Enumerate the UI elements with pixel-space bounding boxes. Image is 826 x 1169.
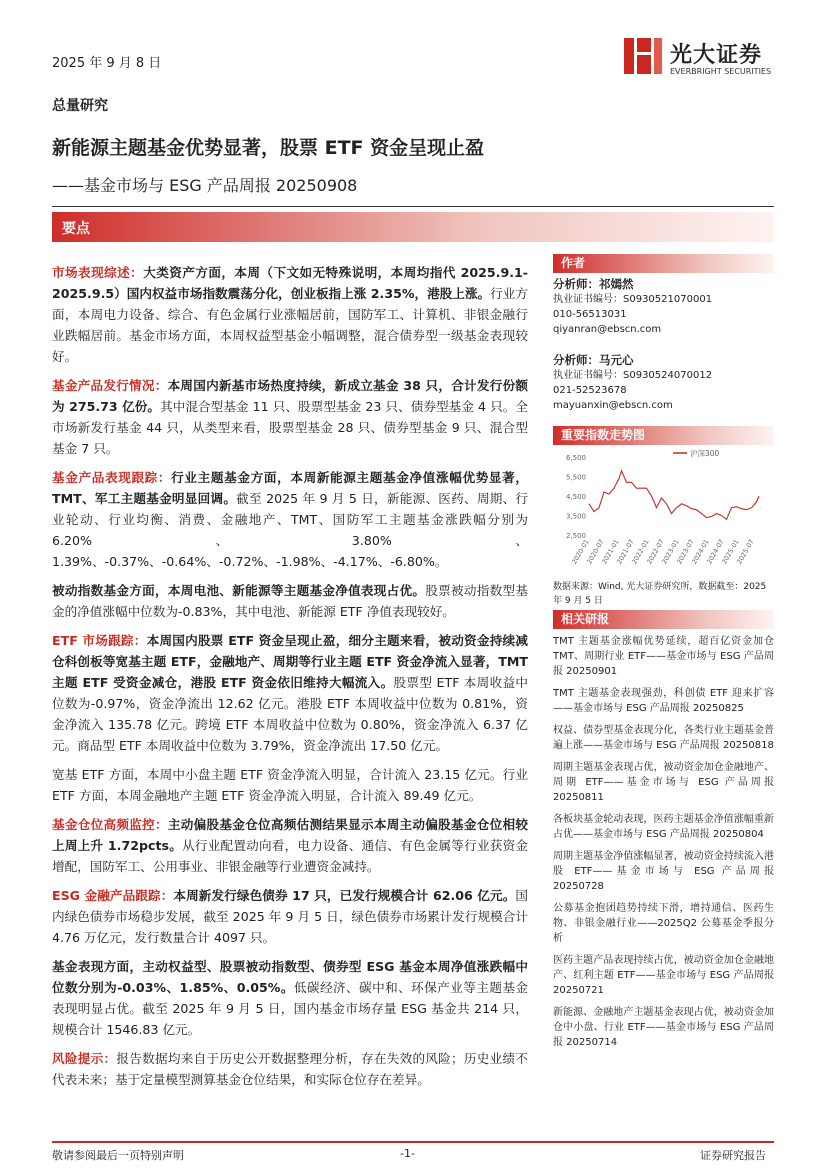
index-trend-chart: [553, 445, 774, 580]
related-report-link[interactable]: 新能源、金融地产主题基金表现占优，被动资金加仓中小盘、行业 ETF——基金市场与 ESG 产品周报 20250714: [553, 1007, 774, 1048]
x-tick-label: 2025-01: [720, 538, 741, 566]
author-email[interactable]: qiyanran@ebscn.com: [553, 324, 662, 335]
paragraph-tag: 基金仓位高频监控：: [52, 817, 168, 832]
x-tick-label: 2023-01: [660, 538, 681, 566]
paragraph-text: 股票被动指数型基金的净值涨幅中位数为-0.83%，其中电池、新能源 ETF 净值表现较好。: [52, 583, 529, 619]
paragraph-tag: ETF 市场跟踪：: [52, 633, 147, 648]
paragraph-highlight: 本周国内新基市场热度持续，新成立基金 38 只，合计发行份额为 275.73 亿份。: [52, 378, 529, 414]
paragraph-tag: 基金产品表现跟踪：: [52, 470, 172, 485]
paragraph-text: 行业方面，本周电力设备、综合、有色金属行业涨幅居前，国防军工、计算机、非银金融行业跌幅居前。基金市场方面，本周权益型基金小幅调整，混合债券型一级基金表现较好。: [52, 286, 528, 364]
x-tick-label: 2022-07: [645, 538, 666, 566]
related-list: [553, 634, 774, 1050]
related-report-link[interactable]: TMT 主题基金涨幅优势延续，超百亿资金加仓 TMT、周期行业 ETF——基金市场与 ESG 产品周报 20250901: [553, 636, 774, 677]
report-category: 总量研究: [52, 98, 108, 114]
summary-paragraph: [52, 630, 528, 756]
x-tick-label: 2021-07: [615, 538, 636, 566]
summary-paragraph: [52, 1048, 528, 1090]
paragraph-highlight: 本周新发行绿色债券 17 只，已发行规模合计 62.06 亿元。: [173, 888, 516, 903]
summary-body: [52, 262, 528, 1098]
x-tick-label: 2025-07: [735, 538, 756, 566]
paragraph-text: 其中混合型基金 11 只、股票型基金 23 只、债券型基金 4 只。全市场新发行基金 44 只，从类型来看，股票型基金 28 只、债券型基金 9 只、混合型基金 7 只。: [52, 399, 528, 456]
related-report-link[interactable]: 医药主题产品表现持续占优，被动资金加仓金融地产、红利主题 ETF——基金市场与 ESG 产品周报 20250721: [553, 955, 774, 996]
paragraph-text: 截至 2025 年 9 月 5 日，新能源、医药、周期、行业轮动、行业均衡、消费、金融地产、TMT、国防军工主题基金涨跌幅分别为 6.20%、3.80%、1.39%、-0.37%、-0.64%、-0.72%、-1.98%、-4.17%、-6.80%。: [52, 491, 528, 569]
summary-paragraph: [52, 956, 528, 1040]
author-phone: 010-56513031: [553, 309, 627, 320]
chart-header: 重要指数走势图: [553, 426, 774, 445]
y-tick-label: 2,500: [565, 532, 586, 540]
summary-paragraph: [52, 885, 528, 948]
paragraph-highlight: 被动指数基金方面，本周电池、新能源等主题基金净值表现占优。: [52, 583, 426, 598]
paragraph-text: 报告数据均来自于历史公开数据整理分析，存在失效的风险；历史业绩不代表未来；基于定量模型测算基金仓位结果，和实际仓位存在差异。: [52, 1051, 529, 1087]
paragraph-highlight: 主动偏股基金仓位高频估测结果显示本周主动偏股基金仓位相较上周上升 1.72pcts。: [52, 817, 529, 853]
authors-header: 作者: [553, 254, 774, 273]
summary-paragraph: [52, 262, 528, 367]
y-tick-label: 6,500: [565, 454, 586, 462]
x-tick-label: 2020-07: [585, 538, 606, 566]
author-license: 执业证书编号：S0930521070001: [553, 294, 713, 305]
paragraph-tag: ESG 金融产品跟踪：: [52, 888, 174, 903]
paragraph-text: 股票型 ETF 本周收益中位数为-0.97%，资金净流出 12.62 亿元。港股 ETF 本周收益中位数为 0.81%，资金净流入 135.78 亿元。跨境 ETF 本周收益中位数为 0.80%，资金净流入 6.37 亿元。商品型 ETF 本周收益中位数为 3.79%，资金净流出 17.50 亿元。: [52, 675, 528, 753]
title-divider: [52, 206, 774, 207]
page-number: -1-: [400, 1147, 415, 1160]
y-tick-label: 5,500: [565, 473, 586, 482]
chart-section: [553, 426, 774, 608]
related-report-link[interactable]: 公募基金抱团趋势持续下滑，增持通信、医药生物、非银金融行业——2025Q2 公募基金季报分析: [553, 903, 774, 944]
report-date: 2025 年 9 月 8 日: [52, 56, 162, 71]
author-name: 分析师：马元心: [553, 353, 634, 367]
x-tick-label: 2020-01: [570, 538, 591, 566]
paragraph-tag: 市场表现综述：: [52, 265, 144, 280]
y-tick-label: 3,500: [565, 512, 586, 521]
paragraph-highlight: 基金表现方面，主动权益型、股票被动指数型、债券型 ESG 基金本周净值涨跌幅中位数分别为-0.03%、1.85%、0.05%。: [52, 959, 528, 995]
paragraph-highlight: 本周国内股票 ETF 资金呈现止盈，细分主题来看，被动资金持续减仓科创板等宽基主题 ETF，金融地产、周期等行业主题 ETF 资金净流入显著，TMT 主题 ETF 受资金减仓，港股 ETF 资金依旧维持大幅流入。: [52, 633, 528, 690]
x-tick-label: 2024-01: [690, 538, 711, 566]
summary-paragraph: [52, 580, 528, 622]
paragraph-highlight: 行业主题基金方面，本周新能源主题基金净值涨幅优势显著，TMT、军工主题基金明显回调。: [52, 470, 529, 506]
paragraph-tag: 基金产品发行情况：: [52, 378, 168, 393]
author-email[interactable]: mayuanxin@ebscn.com: [553, 400, 673, 411]
logo-name-en: EVERBRIGHT SECURITIES: [670, 67, 772, 76]
report-subtitle: ——基金市场与 ESG 产品周报 20250908: [52, 176, 358, 195]
summary-paragraph: [52, 467, 528, 572]
x-tick-label: 2024-07: [705, 538, 726, 566]
keypoints-label: 要点: [62, 221, 90, 237]
related-report-link[interactable]: 周期主题基金表现占优，被动资金加仓金融地产、周期 ETF——基金市场与 ESG 产品周报 20250811: [553, 762, 774, 803]
author-name: 分析师：祁嫣然: [553, 277, 634, 291]
author-license: 执业证书编号：S0930524070012: [553, 370, 713, 381]
paragraph-tag: 风险提示：: [52, 1051, 117, 1066]
related-header: 相关研报: [553, 610, 774, 629]
author-block: [553, 353, 774, 413]
logo-mark-icon: [624, 36, 664, 80]
x-tick-label: 2021-01: [600, 538, 621, 566]
paragraph-highlight: 大类资产方面，本周（下文如无特殊说明，本周均指代 2025.9.1-2025.9.5）国内权益市场指数震荡分化，创业板指上涨 2.35%，港股上涨。: [52, 265, 528, 301]
footer-report-type: 证券研究报告: [700, 1149, 766, 1162]
related-report-link[interactable]: TMT 主题基金表现强劲，科创债 ETF 迎来扩容——基金市场与 ESG 产品周报 20250825: [553, 688, 774, 714]
summary-paragraph: [52, 764, 528, 806]
author-section: [553, 254, 774, 413]
x-tick-label: 2022-01: [630, 538, 651, 566]
chart-source: 数据来源：Wind, 光大证券研究所，数据截至：2025 年 9 月 5 日: [553, 582, 767, 606]
paragraph-text: 从行业配置动向看，电力设备、通信、有色金属等行业获资金增配，国防军工、公用事业、非银金融等行业遭资金减持。: [52, 838, 529, 874]
x-tick-label: 2023-07: [675, 538, 696, 566]
paragraph-text: 低碳经济、碳中和、环保产业等主题基金表现明显占优。截至 2025 年 9 月 5 日，国内基金市场存量 ESG 基金共 214 只，规模合计 1546.83 亿元。: [52, 980, 528, 1037]
related-report-link[interactable]: 各板块基金轮动表现，医药主题基金净值涨幅重新占优——基金市场与 ESG 产品周报 20250804: [553, 814, 774, 840]
summary-paragraph: [52, 814, 528, 877]
related-section: [553, 610, 774, 1057]
legend-label: 沪深300: [690, 449, 720, 458]
company-logo: [624, 36, 779, 82]
series-line-hs300: [589, 471, 759, 520]
author-phone: 021-52523678: [553, 385, 627, 396]
related-report-link[interactable]: 权益、债券型基金表现分化，各类行业主题基金普遍上涨——基金市场与 ESG 产品周报 20250818: [553, 725, 774, 751]
logo-name-cn: 光大证券: [670, 43, 763, 68]
paragraph-text: 宽基 ETF 方面，本周中小盘主题 ETF 资金净流入明显，合计流入 23.15 亿元。行业 ETF 方面，本周金融地产主题 ETF 资金净流入明显，合计流入 89.49 亿元。: [52, 767, 528, 803]
report-title: 新能源主题基金优势显著，股票 ETF 资金呈现止盈: [52, 137, 485, 159]
summary-paragraph: [52, 375, 528, 459]
footer-divider: [52, 1141, 774, 1143]
related-report-link[interactable]: 周期主题基金净值涨幅显著，被动资金持续流入港股 ETF——基金市场与 ESG 产品周报 20250728: [553, 851, 774, 892]
paragraph-text: 国内绿色债券市场稳步发展，截至 2025 年 9 月 5 日，绿色债券市场累计发行规模合计 4.76 万亿元，发行数量合计 4097 只。: [52, 888, 528, 945]
y-tick-label: 4,500: [565, 493, 586, 501]
keypoints-header: [52, 212, 774, 242]
author-block: [553, 277, 774, 337]
footer-disclaimer[interactable]: 敬请参阅最后一页特别声明: [52, 1149, 184, 1162]
